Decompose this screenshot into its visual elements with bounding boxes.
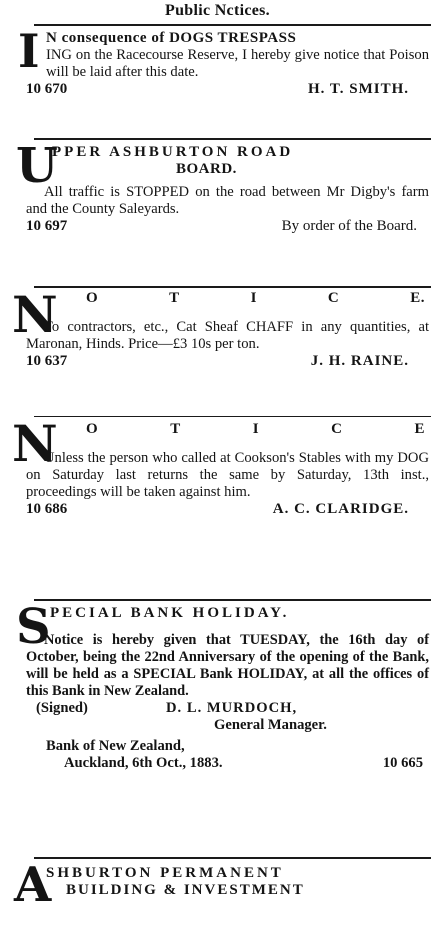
notice-title: SHBURTON PERMANENT (46, 865, 284, 881)
title-letter: E. (410, 290, 425, 306)
title-letter: O (86, 290, 99, 306)
notice-number: 10 697 (26, 218, 68, 234)
notice-title-2: BOARD. (176, 161, 237, 177)
notice-body: ING on the Racecourse Reserve, I hereby give notice that Poison will be laid after this date. (46, 47, 429, 80)
title-letter: T (170, 421, 181, 437)
signature: H. T. SMITH. (307, 81, 409, 97)
title-letter: T (169, 290, 180, 306)
bank-name: Bank of New Zealand, (46, 738, 185, 754)
spaced-title (46, 290, 425, 307)
notice-first-line: N consequence of DOGS TRESPASS (46, 30, 297, 46)
drop-cap: U (16, 138, 58, 194)
notice-title-2: BUILDING & INVESTMENT (66, 882, 305, 898)
spaced-title (46, 421, 425, 438)
title-letter: E (414, 421, 425, 437)
notice-number: 10 686 (26, 501, 68, 517)
section-header: Public Nctices. (165, 2, 270, 19)
place-date: Auckland, 6th Oct., 1883. (64, 755, 223, 771)
drop-cap: N (12, 414, 58, 473)
signed-label: (Signed) (36, 700, 88, 716)
notice-title: PECIAL BANK HOLIDAY. (50, 605, 290, 621)
notice-dog-claim (12, 414, 429, 599)
notice-title: PPER ASHBURTON ROAD (52, 144, 294, 160)
notice-number: 10 637 (26, 353, 68, 369)
signature-row (26, 353, 429, 370)
title-letter: C (327, 290, 340, 306)
drop-cap: S (16, 599, 51, 655)
signature: D. L. MURDOCH, (166, 700, 298, 716)
notice-body: Unless the person who called at Cookson's Stables with my DOG on Saturday last returns the same by Saturday, 13th inst., proceedings will be taken against him. (26, 450, 429, 500)
drop-cap: N (12, 285, 58, 344)
title-letter: O (86, 421, 99, 437)
signature: A. C. CLARIDGE. (272, 501, 409, 517)
signatory-position: General Manager. (214, 717, 327, 733)
notice-chaff (12, 285, 429, 416)
notice-number: 10 665 (382, 755, 423, 771)
title-letter: C (331, 421, 343, 437)
notice-body: To contractors, etc., Cat Sheaf CHAFF in any quantities, at Maronan, Hinds. Price—£3 10s per ton. (26, 319, 429, 352)
drop-cap: A (14, 857, 52, 913)
signature: By order of the Board. (281, 218, 417, 234)
title-letter: I (252, 421, 260, 437)
notice-number: 10 670 (26, 81, 68, 97)
signature-row (26, 218, 429, 235)
signature-row (26, 501, 429, 518)
notice-bank-holiday (16, 599, 429, 857)
signature: J. H. RAINE. (310, 353, 409, 369)
signature-row (26, 81, 429, 98)
notice-building-society (14, 857, 429, 925)
drop-cap: I (18, 24, 40, 78)
signed-row (26, 700, 429, 717)
notice-dogs-trespass (18, 24, 429, 138)
place-date-row (46, 755, 429, 772)
notice-body: All traffic is STOPPED on the road between Mr Digby's farm and the County Saleyards. (26, 184, 429, 217)
notice-body: Notice is hereby given that TUESDAY, the 16th day of October, being the 22nd Anniversary of the opening of the Bank, will be held as a SPECIAL Bank HOLIDAY, at all the offices of this Bank in New Zealand. (26, 632, 429, 699)
notice-road-board (16, 138, 429, 286)
title-letter: I (250, 290, 257, 306)
